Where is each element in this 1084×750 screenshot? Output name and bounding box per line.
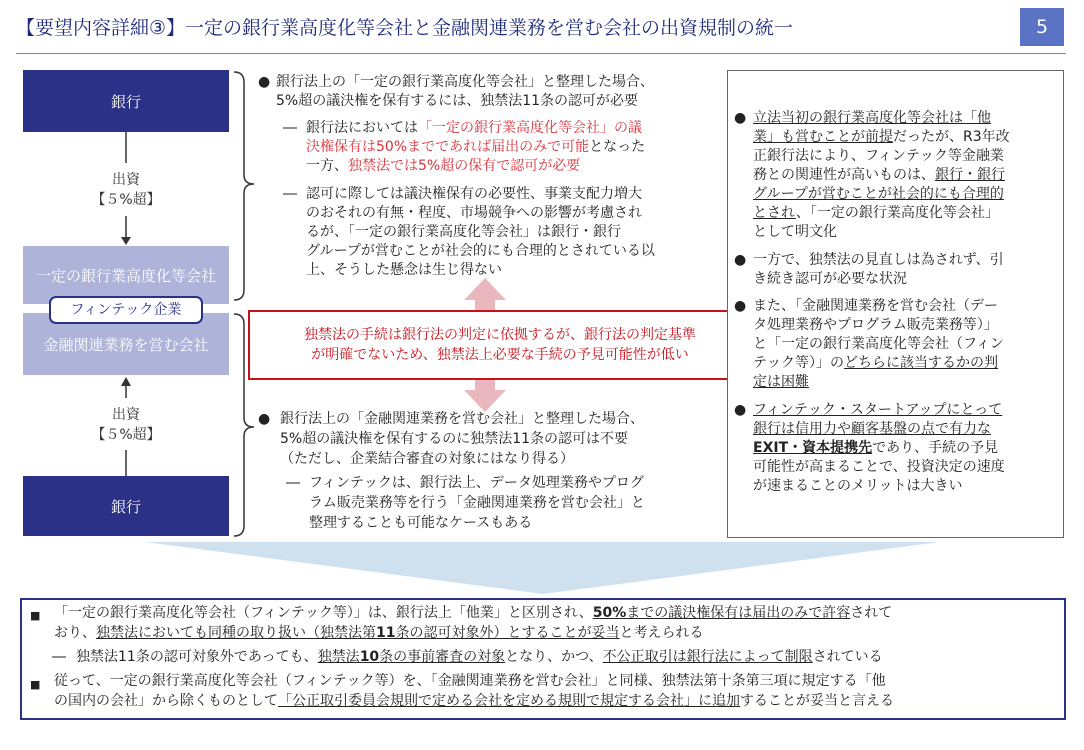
bottom-bank-box: 銀行 [23,476,229,536]
context-p2-line2: き続き認可が必要な状況 [753,271,907,287]
context-p1-line4: 務との関連性が高いものは、銀行・銀行 [753,167,1005,183]
conclusion2-line: 独禁法11条の認可対象外であっても、独禁法10条の事前審査の対象となり、かつ、不公正取引は銀行法によって制限されている [76,649,883,665]
page-number: 5 [1020,8,1064,46]
top-bank-box: 銀行 [23,70,229,132]
context-p4-line1: フィンテック・スタートアップにとって [753,402,1003,418]
bullet-dot: ● [258,74,271,90]
bullet-dot: ● [258,411,271,427]
square-bullet: ■ [30,609,41,622]
lower-bullet-line1: 銀行法上の「金融関連業務を営む会社」と整理した場合、 [280,411,644,427]
advanced-company-box: 一定の銀行業高度化等会社 [23,246,229,304]
funnel-arrow [0,540,1084,596]
bullet-dot: ● [734,110,747,126]
conclusion3-line1: 従って、一定の銀行業高度化等会社（フィンテック等）を、「金融関連業務を営む会社」と同様、独禁法第十条第三項に規定する「他 [54,673,886,689]
upper-detail1-line1: 銀行法においては「一定の銀行業高度化等会社」の議 [306,120,642,136]
context-p3-line5: 定は困難 [753,374,809,390]
lower-detail-line2: ラム販売業務等を行う「金融関連業務を営む会社」と [309,495,645,511]
bullet-dot: ● [734,298,747,314]
context-p1-line3: 正銀行法により、フィンテック等金融業 [753,148,1004,164]
upper-bullet-line2: 5%超の議決権を保有するには、独禁法11条の認可が必要 [276,93,639,109]
dash-marker: ― [283,120,297,136]
dash-marker: ― [286,475,300,491]
conclusion3-line2: の国内の会社」から除くものとして「公正取引委員会規則で定める会社を定める規則で規定する会社」に追加することが妥当と言える [54,693,894,709]
issue-line1: 独禁法の手続は銀行法の判定に依拠するが、銀行法の判定基準 [304,327,696,343]
bullet-dot: ● [734,402,747,418]
bullet-dot: ● [734,252,747,268]
upper-detail2-line1: 認可に際しては議決権保有の必要性、事業支配力増大 [306,186,642,202]
lower-invest-pct: 【５%超】 [91,427,161,443]
issue-callout-box [248,310,752,380]
context-p3-line2: タ処理業務やプログラム販売業務等）」 [753,317,998,333]
context-p3-line4: テック等）」のどちらに該当するかの判 [753,355,998,371]
arrow-down-head [121,237,131,245]
context-p1-line7: として明文化 [753,224,837,240]
context-p3-line3: と「一定の銀行業高度化等会社（フィン [753,336,1004,352]
context-p4-line3: EXIT・資本提携先であり、手続の予見 [753,440,999,456]
lower-detail-line1: フィンテックは、銀行法上、データ処理業務やプログ [309,475,644,491]
upper-invest-label: 出資 [112,172,140,188]
upper-detail2-line2: のおそれの有無・程度、市場競争への影響が考慮され [306,205,642,221]
upper-detail1-line3: 一方、独禁法では5%超の保有で認可が必要 [306,158,581,174]
arrow-up-head [121,377,131,386]
square-bullet: ■ [30,678,41,691]
context-p1-line6: とされ、「一定の銀行業高度化等会社」 [753,205,999,221]
upper-detail2-line4: グループが営むことが社会的にも合理的とされている以 [306,243,655,259]
lower-invest-label: 出資 [112,407,140,423]
page-title: 【要望内容詳細③】一定の銀行業高度化等会社と金融関連業務を営む会社の出資規制の統一 [16,17,794,39]
upper-brace [234,72,254,300]
dash-marker: ― [52,649,66,665]
upper-detail2-line3: るが、「一定の銀行業高度化等会社」は銀行・銀行 [306,224,621,240]
lower-detail-line3: 整理することも可能なケースもある [309,515,533,531]
issue-line2: が明確でないため、独禁法上必要な手続の予見可能性が低い [311,347,689,363]
conclusion1-line2: おり、独禁法においても同種の取り扱い（独禁法第11条の認可対象外）とすることが妥当と考えられる [54,625,704,641]
context-p3-line1: また、「金融関連業務を営む会社（デー [753,298,998,314]
context-p4-line4: 可能性が高まることで、投資決定の速度 [753,459,1005,475]
finance-company-box: 金融関連業務を営む会社 [23,313,229,375]
context-p4-line2: 銀行は信用力や顧客基盤の点で有力な [753,421,991,437]
upper-detail2-line5: 上、そうした懸念は生じ得ない [306,262,502,278]
fintech-tag: フィンテック企業 [49,296,203,324]
upper-bullet-line1: 銀行法上の「一定の銀行業高度化等会社」と整理した場合、 [276,74,654,90]
conclusion1-line1: 「一定の銀行業高度化等会社（フィンテック等）」は、銀行法上「他業」と区別され、50%までの議決権保有は届出のみで許容されて [54,605,893,621]
dash-marker: ― [283,186,297,202]
context-p1-line1: 立法当初の銀行業高度化等会社は「他 [753,110,991,126]
context-p4-line5: が速まることのメリットは大きい [753,478,963,494]
context-p1-line5: グループが営むことが社会的にも合理的 [753,186,1004,202]
lower-bullet-line2: 5%超の議決権を保有するのに独禁法11条の認可は不要 [280,431,629,447]
upper-invest-pct: 【５%超】 [91,192,161,208]
lower-bullet-line3: （ただし、企業結合審査の対象にはなり得る） [280,451,574,467]
upper-detail1-line2: 決権保有は50%までであれば届出のみで可能となった [306,139,646,155]
context-p1-line2: 業」も営むことが前提だったが、R3年改 [753,129,1010,145]
context-p2-line1: 一方で、独禁法の見直しは為されず、引 [753,252,1004,268]
